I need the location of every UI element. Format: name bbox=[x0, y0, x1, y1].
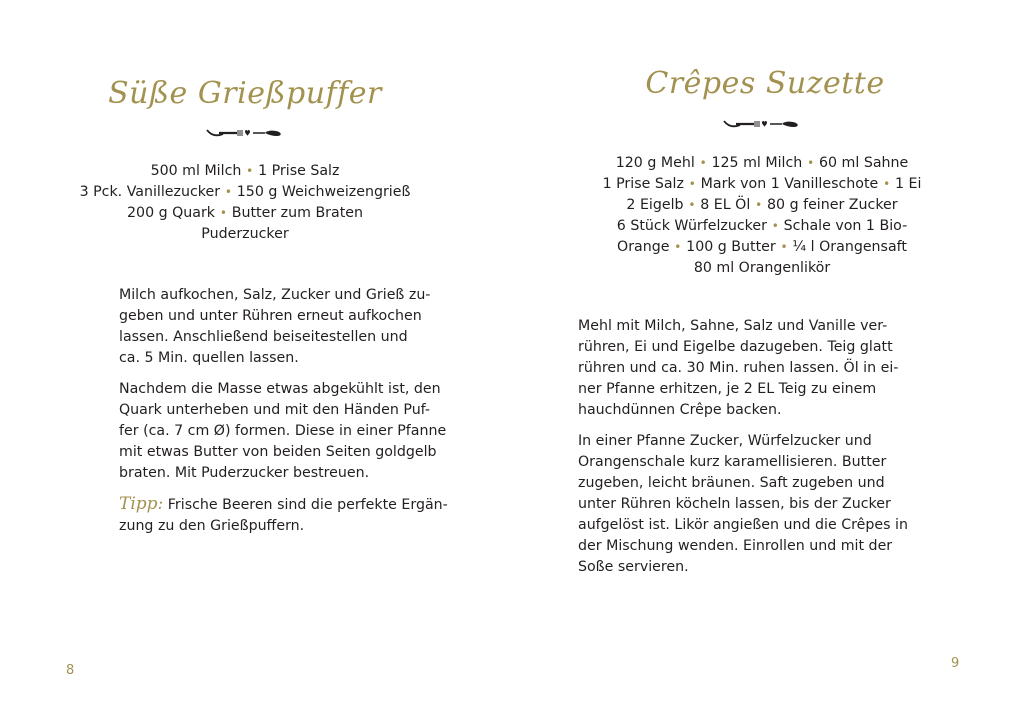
ingredient-item: 80 g feiner Zucker bbox=[767, 197, 898, 213]
separator-dot-icon: • bbox=[751, 198, 766, 212]
ingredient-item: 3 Pck. Vanillezucker bbox=[79, 184, 221, 200]
ingredient-line bbox=[0, 203, 500, 224]
tip-text: Frische Beeren sind die perfekte Ergän- bbox=[167, 497, 448, 513]
ingredient-list bbox=[507, 153, 1017, 279]
ingredient-list bbox=[0, 161, 500, 245]
instruction-line: Quark unterheben und mit den Händen Puf- bbox=[119, 402, 431, 418]
ingredient-item: 500 ml Milch bbox=[150, 163, 242, 179]
ingredient-line bbox=[507, 153, 1017, 174]
ingredient-item: 1 Prise Salz bbox=[258, 163, 340, 179]
instruction-paragraph bbox=[578, 316, 918, 421]
ingredient-item: 6 Stück Würfelzucker bbox=[616, 218, 767, 234]
instruction-line: mit etwas Butter von beiden Seiten goldgelb bbox=[119, 444, 437, 460]
separator-dot-icon: • bbox=[776, 240, 792, 254]
separator-dot-icon: • bbox=[242, 164, 258, 178]
instruction-line: braten. Mit Puderzucker bestreuen. bbox=[119, 465, 370, 481]
separator-dot-icon: • bbox=[879, 177, 894, 191]
ingredient-item: 120 g Mehl bbox=[615, 155, 695, 171]
separator-dot-icon: • bbox=[695, 156, 711, 170]
instruction-line: Milch aufkochen, Salz, Zucker und Grieß zu- bbox=[119, 287, 431, 303]
instruction-line: rühren und ca. 30 Min. ruhen lassen. Öl in ei- bbox=[578, 360, 899, 376]
ingredient-item: Butter zum Braten bbox=[231, 205, 363, 221]
instruction-line: fer (ca. 7 cm Ø) formen. Diese in einer Pfanne bbox=[119, 423, 447, 439]
separator-dot-icon: • bbox=[221, 185, 236, 199]
instruction-line: rühren, Ei und Eigelbe dazugeben. Teig glatt bbox=[578, 339, 893, 355]
ingredient-item: Orange bbox=[617, 239, 670, 255]
ingredient-item: 100 g Butter bbox=[686, 239, 776, 255]
separator-dot-icon: • bbox=[684, 177, 700, 191]
cutlery-heart-divider-icon bbox=[0, 126, 500, 140]
separator-dot-icon: • bbox=[670, 240, 686, 254]
instruction-line: hauchdünnen Crêpe backen. bbox=[578, 402, 782, 418]
ingredient-item: Mark von 1 Vanilleschote bbox=[700, 176, 879, 192]
ingredient-item: 80 ml Orangenlikör bbox=[693, 260, 831, 276]
instruction-line: ner Pfanne erhitzen, je 2 EL Teig zu einem bbox=[578, 381, 877, 397]
ingredient-line bbox=[507, 195, 1017, 216]
tip-label: Tipp: bbox=[119, 494, 164, 514]
tip bbox=[119, 494, 449, 537]
instruction-line: Mehl mit Milch, Sahne, Salz und Vanille ver- bbox=[578, 318, 888, 334]
instruction-line: unter Rühren köcheln lassen, bis der Zucker bbox=[578, 496, 891, 512]
separator-dot-icon: • bbox=[684, 198, 700, 212]
recipe-title: Crêpes Suzette bbox=[645, 66, 885, 101]
separator-dot-icon: • bbox=[767, 219, 783, 233]
instruction-line: zugeben, leicht bräunen. Saft zugeben und bbox=[578, 475, 885, 491]
ingredient-line bbox=[507, 174, 1017, 195]
separator-dot-icon: • bbox=[216, 206, 231, 220]
ingredient-item: 125 ml Milch bbox=[711, 155, 803, 171]
ingredient-item: 8 EL Öl bbox=[700, 197, 751, 213]
page-number: 8 bbox=[66, 663, 75, 678]
ingredient-line bbox=[507, 237, 1017, 258]
ingredient-item: 60 ml Sahne bbox=[818, 155, 909, 171]
instructions bbox=[119, 285, 449, 547]
page-number: 9 bbox=[951, 656, 960, 671]
ingredient-item: Schale von 1 Bio- bbox=[783, 218, 908, 234]
ingredient-item: 200 g Quark bbox=[127, 205, 216, 221]
instruction-paragraph bbox=[119, 379, 449, 484]
right-page bbox=[510, 0, 1020, 727]
recipe-title: Süße Grießpuffer bbox=[108, 76, 382, 111]
tip-text: zung zu den Grießpuffern. bbox=[119, 518, 305, 534]
ingredient-item: 150 g Weichweizengrieß bbox=[236, 184, 411, 200]
separator-dot-icon: • bbox=[803, 156, 818, 170]
ingredient-line bbox=[0, 182, 500, 203]
instruction-line: geben und unter Rühren erneut aufkochen bbox=[119, 308, 422, 324]
instruction-line: In einer Pfanne Zucker, Würfelzucker und bbox=[578, 433, 872, 449]
instruction-line: Nachdem die Masse etwas abgekühlt ist, den bbox=[119, 381, 441, 397]
instruction-line: ca. 5 Min. quellen lassen. bbox=[119, 350, 299, 366]
instructions bbox=[578, 316, 918, 588]
ingredient-line bbox=[507, 258, 1017, 279]
instruction-line: Soße servieren. bbox=[578, 559, 689, 575]
instruction-line: Orangenschale kurz karamellisieren. Butter bbox=[578, 454, 887, 470]
ingredient-line bbox=[0, 224, 500, 245]
cutlery-heart-divider-icon bbox=[507, 117, 1017, 131]
ingredient-item: 1 Prise Salz bbox=[602, 176, 684, 192]
instruction-line: der Mischung wenden. Einrollen und mit der bbox=[578, 538, 893, 554]
ingredient-item: ¼ l Orangensaft bbox=[792, 239, 907, 255]
ingredient-item: Puderzucker bbox=[201, 226, 289, 242]
instruction-line: lassen. Anschließend beiseitestellen und bbox=[119, 329, 408, 345]
ingredient-item: 2 Eigelb bbox=[626, 197, 684, 213]
instruction-paragraph bbox=[119, 285, 449, 369]
instruction-paragraph bbox=[578, 431, 918, 578]
ingredient-line bbox=[0, 161, 500, 182]
ingredient-item: 1 Ei bbox=[894, 176, 922, 192]
ingredient-line bbox=[507, 216, 1017, 237]
instruction-line: aufgelöst ist. Likör angießen und die Crêpes in bbox=[578, 517, 908, 533]
